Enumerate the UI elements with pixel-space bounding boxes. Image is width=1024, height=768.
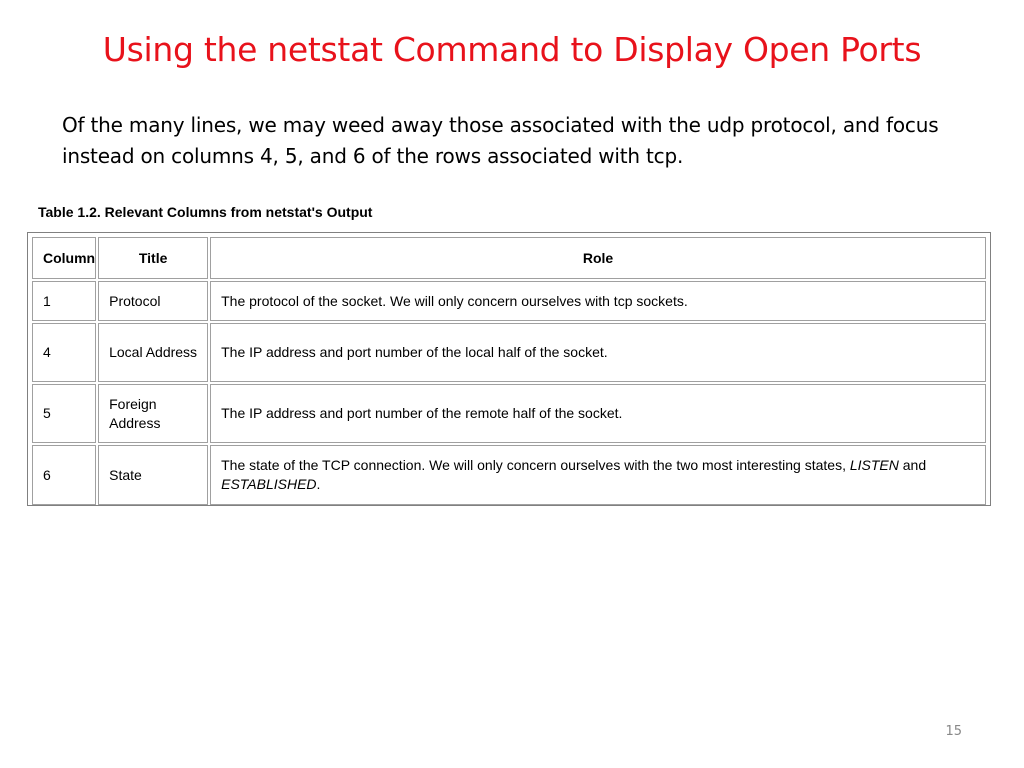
cell-column: 1 [32, 281, 96, 321]
cell-title: Foreign Address [98, 384, 208, 443]
cell-role: The IP address and port number of the local half of the socket. [210, 323, 986, 382]
slide-body-text: Of the many lines, we may weed away those associated with the udp protocol, and focus instead on columns 4, 5, and 6 of the rows associated with tcp. [62, 113, 939, 168]
cell-column: 5 [32, 384, 96, 443]
table-row [32, 384, 986, 443]
cell-role: The protocol of the socket. We will only concern ourselves with tcp sockets. [210, 281, 986, 321]
role-text-suffix: . [316, 476, 321, 492]
cell-title: State [98, 445, 208, 505]
cell-title: Protocol [98, 281, 208, 321]
state-listen: LISTEN [849, 457, 899, 473]
cell-column: 6 [32, 445, 96, 505]
table-header-row [32, 237, 986, 279]
page-number: 15 [945, 724, 962, 739]
cell-role: The IP address and port number of the remote half of the socket. [210, 384, 986, 443]
table-caption: Table 1.2. Relevant Columns from netstat's Output [38, 204, 373, 220]
table-row [32, 281, 986, 321]
cell-role [210, 445, 986, 505]
table-row [32, 445, 986, 505]
cell-column: 4 [32, 323, 96, 382]
slide-title: Using the netstat Command to Display Open Ports [102, 30, 922, 69]
netstat-columns-table-frame [27, 232, 991, 506]
cell-title: Local Address [98, 323, 208, 382]
header-column: Column [32, 237, 96, 279]
netstat-columns-table [30, 235, 988, 507]
role-text-prefix: The state of the TCP connection. We will only concern ourselves with the two most interesting states, [221, 457, 850, 473]
state-established: ESTABLISHED [221, 476, 317, 492]
header-role: Role [210, 237, 986, 279]
header-title: Title [98, 237, 208, 279]
table-row [32, 323, 986, 382]
role-text-mid: and [898, 457, 927, 473]
